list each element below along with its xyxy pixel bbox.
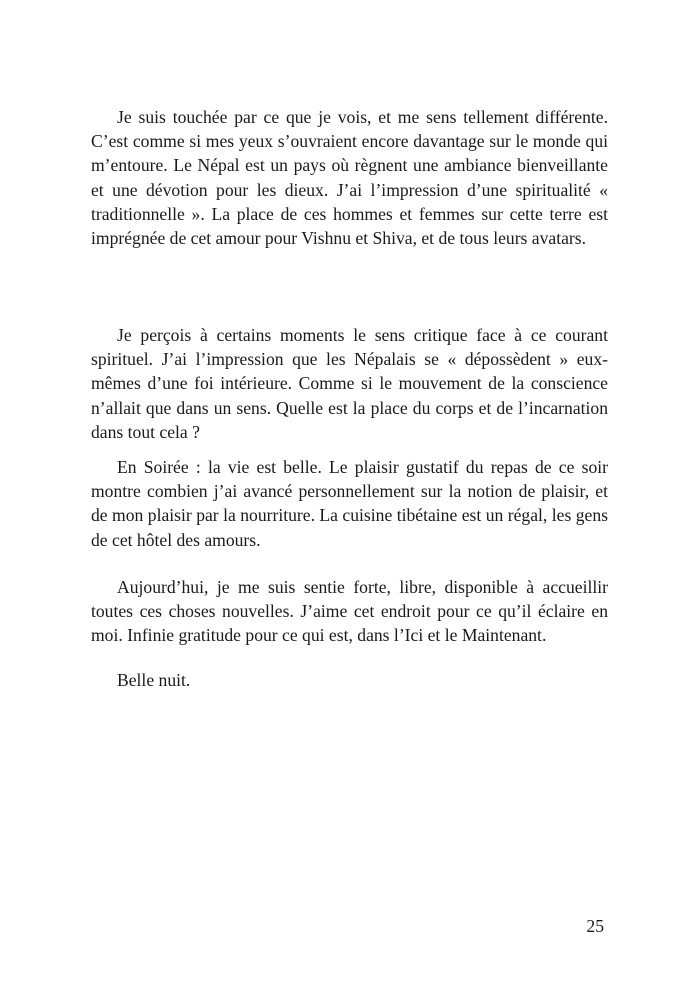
paragraph-critical-sense bbox=[91, 323, 608, 444]
paragraph-text: Je perçois à certains moments le sens critique face à ce courant spirituel. J’ai l’impression que les Népalais se « dépossèdent » eux-mêmes d’une foi intérieure. Comme si le mouvement de la conscience n’allait que dans un sens. Quelle est la place du corps et de l’incarnation dans tout cela ? bbox=[91, 325, 608, 442]
paragraph-nepal-impressions bbox=[91, 105, 608, 250]
paragraph-text: En Soirée : la vie est belle. Le plaisir gustatif du repas de ce soir montre combien j’ai avancé personnellement sur la notion de plaisir, et de mon plaisir par la nourriture. La cuisine tibétaine est un régal, les gens de cet hôtel des amours. bbox=[91, 457, 608, 550]
paragraph-today bbox=[91, 575, 608, 648]
paragraph-text: Belle nuit. bbox=[117, 670, 191, 690]
paragraph-text: Aujourd’hui, je me suis sentie forte, libre, disponible à accueillir toutes ces choses nouvelles. J’aime cet endroit pour ce qu’il éclaire en moi. Infinie gratitude pour ce qui est, dans l’Ici et le Maintenant. bbox=[91, 577, 608, 646]
paragraph-good-night bbox=[91, 668, 608, 692]
paragraph-evening bbox=[91, 455, 608, 552]
paragraph-text: Je suis touchée par ce que je vois, et me sens tellement différente. C’est comme si mes yeux s’ouvraient encore davantage sur le monde qui m’entoure. Le Népal est un pays où règnent une ambiance bienveillante et une dévotion pour les dieux. J’ai l’impression d’une spiritualité « traditionnelle ». La place de ces hommes et femmes sur cette terre est imprégnée de cet amour pour Vishnu et Shiva, et de tous leurs avatars. bbox=[91, 107, 608, 249]
page-number: 25 bbox=[586, 916, 604, 936]
